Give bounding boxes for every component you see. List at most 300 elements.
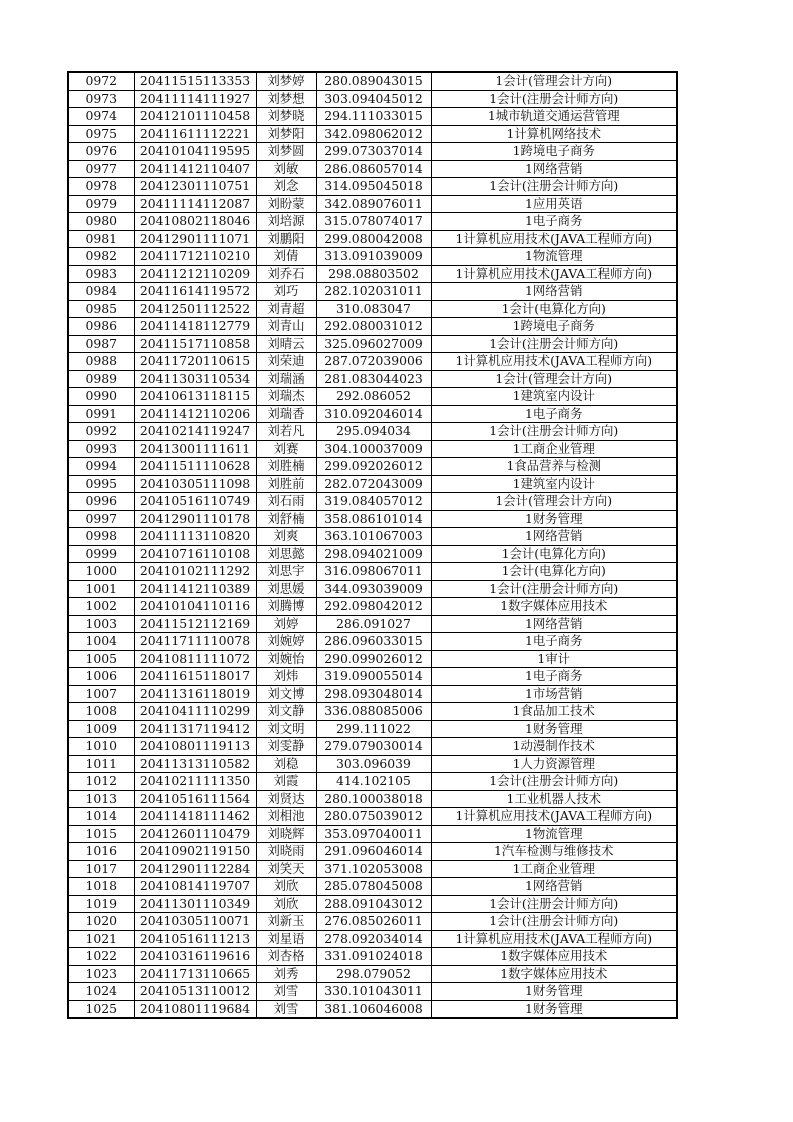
score-cell: 288.091043012 <box>316 895 431 913</box>
table-row <box>68 773 677 791</box>
exam-id-cell: 20411515113353 <box>134 72 256 90</box>
score-cell: 303.096039 <box>316 755 431 773</box>
major-cell: 1动漫制作技术 <box>431 738 677 756</box>
rank-cell: 0992 <box>68 423 134 441</box>
score-cell: 344.093039009 <box>316 580 431 598</box>
table-row <box>68 843 677 861</box>
name-cell: 刘婉怡 <box>256 650 316 668</box>
name-cell: 刘盼蒙 <box>256 195 316 213</box>
table-row <box>68 335 677 353</box>
rank-cell: 1012 <box>68 773 134 791</box>
score-cell: 371.102053008 <box>316 860 431 878</box>
rank-cell: 0982 <box>68 248 134 266</box>
rank-cell: 1004 <box>68 633 134 651</box>
name-cell: 刘笑天 <box>256 860 316 878</box>
table-row <box>68 650 677 668</box>
name-cell: 刘雪 <box>256 983 316 1001</box>
exam-id-cell: 20411615118017 <box>134 668 256 686</box>
major-cell: 1会计(管理会计方向) <box>431 72 677 90</box>
name-cell: 刘欣 <box>256 895 316 913</box>
table-row <box>68 738 677 756</box>
score-cell: 314.095045018 <box>316 178 431 196</box>
exam-id-cell: 20410716110108 <box>134 545 256 563</box>
score-cell: 298.094021009 <box>316 545 431 563</box>
score-cell: 299.080042008 <box>316 230 431 248</box>
exam-id-cell: 20412901110178 <box>134 510 256 528</box>
exam-id-cell: 20410104110116 <box>134 598 256 616</box>
exam-id-cell: 20411114111927 <box>134 90 256 108</box>
name-cell: 刘文静 <box>256 703 316 721</box>
score-cell: 310.083047 <box>316 300 431 318</box>
rank-cell: 1025 <box>68 1000 134 1018</box>
table-row <box>68 213 677 231</box>
name-cell: 刘巧 <box>256 283 316 301</box>
score-cell: 280.089043015 <box>316 72 431 90</box>
exam-id-cell: 20412901112284 <box>134 860 256 878</box>
table-row <box>68 300 677 318</box>
major-cell: 1建筑室内设计 <box>431 388 677 406</box>
exam-id-cell: 20410613118115 <box>134 388 256 406</box>
rank-cell: 1018 <box>68 878 134 896</box>
table-row <box>68 230 677 248</box>
exam-id-cell: 20411711110078 <box>134 633 256 651</box>
table-row <box>68 388 677 406</box>
exam-id-cell: 20411301110349 <box>134 895 256 913</box>
score-cell: 285.078045008 <box>316 878 431 896</box>
score-cell: 298.08803502 <box>316 265 431 283</box>
name-cell: 刘文明 <box>256 720 316 738</box>
rank-cell: 1008 <box>68 703 134 721</box>
name-cell: 刘杏格 <box>256 948 316 966</box>
major-cell: 1网络营销 <box>431 160 677 178</box>
rank-cell: 0999 <box>68 545 134 563</box>
exam-id-cell: 20411114112087 <box>134 195 256 213</box>
exam-id-cell: 20411316118019 <box>134 685 256 703</box>
score-cell: 319.084057012 <box>316 493 431 511</box>
rank-cell: 0980 <box>68 213 134 231</box>
score-cell: 330.101043011 <box>316 983 431 1001</box>
name-cell: 刘瑞涵 <box>256 370 316 388</box>
major-cell: 1工业机器人技术 <box>431 790 677 808</box>
exam-id-cell: 20410104119595 <box>134 143 256 161</box>
score-cell: 336.088085006 <box>316 703 431 721</box>
score-cell: 358.086101014 <box>316 510 431 528</box>
major-cell: 1跨境电子商务 <box>431 318 677 336</box>
major-cell: 1会计(注册会计师方向) <box>431 913 677 931</box>
name-cell: 刘思懿 <box>256 545 316 563</box>
table-row <box>68 405 677 423</box>
name-cell: 刘若凡 <box>256 423 316 441</box>
rank-cell: 0991 <box>68 405 134 423</box>
score-cell: 282.072043009 <box>316 475 431 493</box>
major-cell: 1财务管理 <box>431 983 677 1001</box>
exam-id-cell: 20411517110858 <box>134 335 256 353</box>
score-cell: 292.098042012 <box>316 598 431 616</box>
exam-id-cell: 20411212110209 <box>134 265 256 283</box>
score-cell: 363.101067003 <box>316 528 431 546</box>
exam-id-cell: 20412101110458 <box>134 108 256 126</box>
name-cell: 刘爽 <box>256 528 316 546</box>
name-cell: 刘荣迪 <box>256 353 316 371</box>
name-cell: 刘思媛 <box>256 580 316 598</box>
score-cell: 316.098067011 <box>316 563 431 581</box>
table-row <box>68 423 677 441</box>
table-row <box>68 545 677 563</box>
major-cell: 1会计(注册会计师方向) <box>431 178 677 196</box>
major-cell: 1跨境电子商务 <box>431 143 677 161</box>
table-row <box>68 878 677 896</box>
score-cell: 280.075039012 <box>316 808 431 826</box>
major-cell: 1市场营销 <box>431 685 677 703</box>
name-cell: 刘秀 <box>256 965 316 983</box>
name-cell: 刘石雨 <box>256 493 316 511</box>
score-cell: 331.091024018 <box>316 948 431 966</box>
table-row <box>68 913 677 931</box>
name-cell: 刘婉婷 <box>256 633 316 651</box>
exam-id-cell: 20411412110389 <box>134 580 256 598</box>
rank-cell: 0984 <box>68 283 134 301</box>
major-cell: 1计算机应用技术(JAVA工程师方向) <box>431 353 677 371</box>
major-cell: 1网络营销 <box>431 528 677 546</box>
table-row <box>68 930 677 948</box>
rank-cell: 1016 <box>68 843 134 861</box>
score-cell: 280.100038018 <box>316 790 431 808</box>
major-cell: 1会计(管理会计方向) <box>431 493 677 511</box>
exam-id-cell: 20411611112221 <box>134 125 256 143</box>
name-cell: 刘舒楠 <box>256 510 316 528</box>
table-row <box>68 720 677 738</box>
rank-cell: 1011 <box>68 755 134 773</box>
rank-cell: 0977 <box>68 160 134 178</box>
score-cell: 310.092046014 <box>316 405 431 423</box>
score-cell: 292.080031012 <box>316 318 431 336</box>
rank-cell: 0994 <box>68 458 134 476</box>
major-cell: 1电子商务 <box>431 405 677 423</box>
rank-cell: 1000 <box>68 563 134 581</box>
rank-cell: 0986 <box>68 318 134 336</box>
name-cell: 刘瑞杰 <box>256 388 316 406</box>
major-cell: 1计算机应用技术(JAVA工程师方向) <box>431 808 677 826</box>
table-row <box>68 668 677 686</box>
major-cell: 1网络营销 <box>431 615 677 633</box>
name-cell: 刘赛 <box>256 440 316 458</box>
major-cell: 1财务管理 <box>431 1000 677 1018</box>
rank-cell: 0996 <box>68 493 134 511</box>
rank-cell: 1009 <box>68 720 134 738</box>
score-cell: 286.086057014 <box>316 160 431 178</box>
table-row <box>68 685 677 703</box>
major-cell: 1会计(电算化方向) <box>431 300 677 318</box>
major-cell: 1计算机网络技术 <box>431 125 677 143</box>
table-row <box>68 458 677 476</box>
exam-id-cell: 20411614119572 <box>134 283 256 301</box>
rank-cell: 0981 <box>68 230 134 248</box>
major-cell: 1会计(注册会计师方向) <box>431 895 677 913</box>
major-cell: 1会计(注册会计师方向) <box>431 90 677 108</box>
name-cell: 刘晓雨 <box>256 843 316 861</box>
table-row <box>68 790 677 808</box>
major-cell: 1应用英语 <box>431 195 677 213</box>
ranking-table <box>67 71 678 1019</box>
rank-cell: 1006 <box>68 668 134 686</box>
name-cell: 刘稳 <box>256 755 316 773</box>
table-row <box>68 493 677 511</box>
table-row <box>68 860 677 878</box>
rank-cell: 0974 <box>68 108 134 126</box>
score-cell: 286.091027 <box>316 615 431 633</box>
table-row <box>68 1000 677 1018</box>
rank-cell: 1022 <box>68 948 134 966</box>
major-cell: 1物流管理 <box>431 825 677 843</box>
name-cell: 刘敏 <box>256 160 316 178</box>
score-cell: 290.099026012 <box>316 650 431 668</box>
major-cell: 1财务管理 <box>431 720 677 738</box>
rank-cell: 0979 <box>68 195 134 213</box>
table-row <box>68 440 677 458</box>
table-row <box>68 160 677 178</box>
major-cell: 1电子商务 <box>431 668 677 686</box>
name-cell: 刘腾博 <box>256 598 316 616</box>
rank-cell: 0997 <box>68 510 134 528</box>
name-cell: 刘梦婷 <box>256 72 316 90</box>
exam-id-cell: 20410516110749 <box>134 493 256 511</box>
major-cell: 1会计(管理会计方向) <box>431 370 677 388</box>
major-cell: 1会计(注册会计师方向) <box>431 335 677 353</box>
score-cell: 298.079052 <box>316 965 431 983</box>
rank-cell: 1021 <box>68 930 134 948</box>
rank-cell: 1014 <box>68 808 134 826</box>
major-cell: 1网络营销 <box>431 878 677 896</box>
exam-id-cell: 20410214119247 <box>134 423 256 441</box>
table-row <box>68 195 677 213</box>
exam-id-cell: 20410211111350 <box>134 773 256 791</box>
table-row <box>68 108 677 126</box>
exam-id-cell: 20410811111072 <box>134 650 256 668</box>
major-cell: 1工商企业管理 <box>431 860 677 878</box>
rank-cell: 0973 <box>68 90 134 108</box>
exam-id-cell: 20410516111564 <box>134 790 256 808</box>
score-cell: 292.086052 <box>316 388 431 406</box>
rank-cell: 0975 <box>68 125 134 143</box>
name-cell: 刘青超 <box>256 300 316 318</box>
name-cell: 刘欣 <box>256 878 316 896</box>
exam-id-cell: 20411418111462 <box>134 808 256 826</box>
name-cell: 刘梦晓 <box>256 108 316 126</box>
major-cell: 1会计(电算化方向) <box>431 545 677 563</box>
exam-id-cell: 20411512112169 <box>134 615 256 633</box>
exam-id-cell: 20410102111292 <box>134 563 256 581</box>
exam-id-cell: 20411412110407 <box>134 160 256 178</box>
table-row <box>68 598 677 616</box>
table-row <box>68 615 677 633</box>
score-cell: 381.106046008 <box>316 1000 431 1018</box>
table-row <box>68 808 677 826</box>
name-cell: 刘青山 <box>256 318 316 336</box>
rank-cell: 0976 <box>68 143 134 161</box>
name-cell: 刘新玉 <box>256 913 316 931</box>
name-cell: 刘霞 <box>256 773 316 791</box>
major-cell: 1财务管理 <box>431 510 677 528</box>
table-row <box>68 475 677 493</box>
major-cell: 1审计 <box>431 650 677 668</box>
name-cell: 刘倩 <box>256 248 316 266</box>
rank-cell: 1001 <box>68 580 134 598</box>
name-cell: 刘相池 <box>256 808 316 826</box>
score-cell: 287.072039006 <box>316 353 431 371</box>
major-cell: 1数字媒体应用技术 <box>431 948 677 966</box>
major-cell: 1会计(注册会计师方向) <box>431 423 677 441</box>
rank-cell: 1024 <box>68 983 134 1001</box>
score-cell: 299.092026012 <box>316 458 431 476</box>
rank-cell: 0995 <box>68 475 134 493</box>
major-cell: 1计算机应用技术(JAVA工程师方向) <box>431 230 677 248</box>
rank-cell: 1010 <box>68 738 134 756</box>
rank-cell: 0987 <box>68 335 134 353</box>
table-row <box>68 755 677 773</box>
exam-id-cell: 20411418112779 <box>134 318 256 336</box>
table-row <box>68 948 677 966</box>
exam-id-cell: 20410305111098 <box>134 475 256 493</box>
table-row <box>68 983 677 1001</box>
score-cell: 294.111033015 <box>316 108 431 126</box>
rank-cell: 1003 <box>68 615 134 633</box>
rank-cell: 1015 <box>68 825 134 843</box>
exam-id-cell: 20411303110534 <box>134 370 256 388</box>
exam-id-cell: 20412901111071 <box>134 230 256 248</box>
score-cell: 353.097040011 <box>316 825 431 843</box>
name-cell: 刘梦阳 <box>256 125 316 143</box>
major-cell: 1电子商务 <box>431 213 677 231</box>
score-cell: 278.092034014 <box>316 930 431 948</box>
rank-cell: 0990 <box>68 388 134 406</box>
exam-id-cell: 20411313110582 <box>134 755 256 773</box>
score-cell: 282.102031011 <box>316 283 431 301</box>
score-cell: 315.078074017 <box>316 213 431 231</box>
exam-id-cell: 20410802118046 <box>134 213 256 231</box>
name-cell: 刘雯静 <box>256 738 316 756</box>
major-cell: 1建筑室内设计 <box>431 475 677 493</box>
table-row <box>68 283 677 301</box>
rank-cell: 0988 <box>68 353 134 371</box>
major-cell: 1网络营销 <box>431 283 677 301</box>
score-cell: 281.083044023 <box>316 370 431 388</box>
score-cell: 295.094034 <box>316 423 431 441</box>
name-cell: 刘晓辉 <box>256 825 316 843</box>
exam-id-cell: 20410411110299 <box>134 703 256 721</box>
table-row <box>68 72 677 90</box>
ranking-table-body <box>68 72 677 1018</box>
score-cell: 286.096033015 <box>316 633 431 651</box>
score-cell: 291.096046014 <box>316 843 431 861</box>
exam-id-cell: 20411713110665 <box>134 965 256 983</box>
rank-cell: 0978 <box>68 178 134 196</box>
exam-id-cell: 20410316119616 <box>134 948 256 966</box>
major-cell: 1会计(电算化方向) <box>431 563 677 581</box>
rank-cell: 0983 <box>68 265 134 283</box>
name-cell: 刘胜楠 <box>256 458 316 476</box>
major-cell: 1物流管理 <box>431 248 677 266</box>
rank-cell: 0972 <box>68 72 134 90</box>
rank-cell: 1007 <box>68 685 134 703</box>
name-cell: 刘婷 <box>256 615 316 633</box>
rank-cell: 1020 <box>68 913 134 931</box>
exam-id-cell: 20410902119150 <box>134 843 256 861</box>
name-cell: 刘梦想 <box>256 90 316 108</box>
name-cell: 刘文博 <box>256 685 316 703</box>
table-row <box>68 265 677 283</box>
score-cell: 319.090055014 <box>316 668 431 686</box>
name-cell: 刘胜前 <box>256 475 316 493</box>
exam-id-cell: 20411511110628 <box>134 458 256 476</box>
table-row <box>68 528 677 546</box>
table-row <box>68 633 677 651</box>
name-cell: 刘念 <box>256 178 316 196</box>
rank-cell: 1013 <box>68 790 134 808</box>
rank-cell: 1002 <box>68 598 134 616</box>
score-cell: 414.102105 <box>316 773 431 791</box>
exam-id-cell: 20411712110210 <box>134 248 256 266</box>
table-row <box>68 703 677 721</box>
exam-id-cell: 20410801119684 <box>134 1000 256 1018</box>
rank-cell: 0998 <box>68 528 134 546</box>
rank-cell: 0985 <box>68 300 134 318</box>
ranking-table-container <box>67 71 678 1019</box>
exam-id-cell: 20411720110615 <box>134 353 256 371</box>
major-cell: 1汽车检测与维修技术 <box>431 843 677 861</box>
exam-id-cell: 20411113110820 <box>134 528 256 546</box>
rank-cell: 0989 <box>68 370 134 388</box>
exam-id-cell: 20412301110751 <box>134 178 256 196</box>
exam-id-cell: 20410814119707 <box>134 878 256 896</box>
major-cell: 1电子商务 <box>431 633 677 651</box>
table-row <box>68 370 677 388</box>
table-row <box>68 90 677 108</box>
major-cell: 1人力资源管理 <box>431 755 677 773</box>
major-cell: 1会计(注册会计师方向) <box>431 580 677 598</box>
exam-id-cell: 20411412110206 <box>134 405 256 423</box>
major-cell: 1数字媒体应用技术 <box>431 598 677 616</box>
exam-id-cell: 20410801119113 <box>134 738 256 756</box>
name-cell: 刘鹏阳 <box>256 230 316 248</box>
score-cell: 299.073037014 <box>316 143 431 161</box>
major-cell: 1食品加工技术 <box>431 703 677 721</box>
score-cell: 304.100037009 <box>316 440 431 458</box>
name-cell: 刘晴云 <box>256 335 316 353</box>
table-row <box>68 965 677 983</box>
table-row <box>68 580 677 598</box>
table-row <box>68 825 677 843</box>
rank-cell: 1005 <box>68 650 134 668</box>
name-cell: 刘乔石 <box>256 265 316 283</box>
table-row <box>68 178 677 196</box>
table-row <box>68 510 677 528</box>
major-cell: 1城市轨道交通运营管理 <box>431 108 677 126</box>
table-row <box>68 895 677 913</box>
table-row <box>68 353 677 371</box>
major-cell: 1计算机应用技术(JAVA工程师方向) <box>431 265 677 283</box>
exam-id-cell: 20412601110479 <box>134 825 256 843</box>
name-cell: 刘思宇 <box>256 563 316 581</box>
exam-id-cell: 20410516111213 <box>134 930 256 948</box>
score-cell: 313.091039009 <box>316 248 431 266</box>
name-cell: 刘梦圆 <box>256 143 316 161</box>
rank-cell: 1019 <box>68 895 134 913</box>
exam-id-cell: 20413001111611 <box>134 440 256 458</box>
table-row <box>68 248 677 266</box>
major-cell: 1工商企业管理 <box>431 440 677 458</box>
score-cell: 298.093048014 <box>316 685 431 703</box>
table-row <box>68 125 677 143</box>
